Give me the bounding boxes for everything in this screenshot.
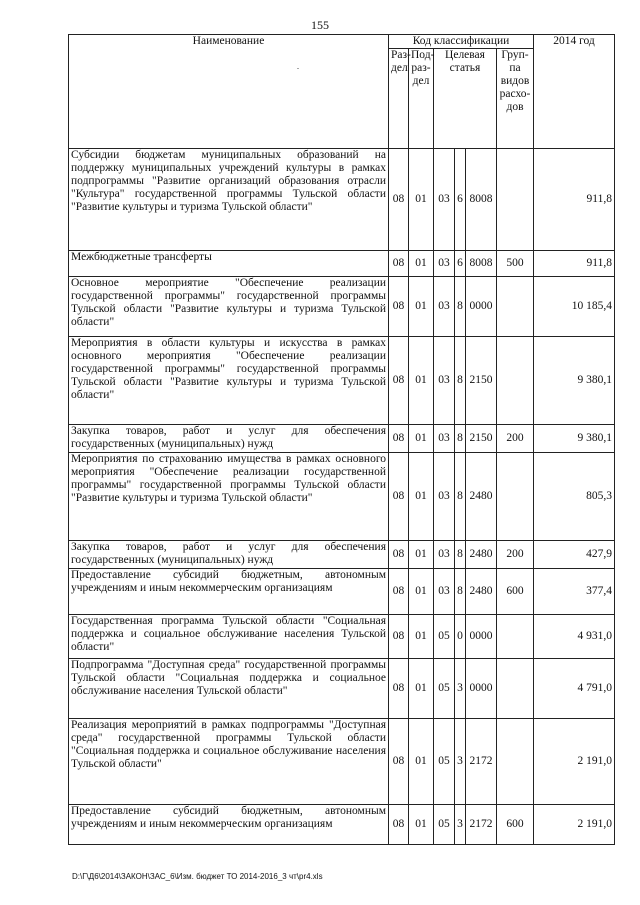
row-name: Закупка товаров, работ и услуг для обеспечения государственных (муниципальных) нужд bbox=[69, 425, 389, 453]
table-row bbox=[69, 453, 615, 541]
row-amount: 2 191,0 bbox=[534, 805, 615, 845]
row-pr: 01 bbox=[409, 277, 434, 337]
row-cs1: 03 bbox=[434, 541, 455, 569]
row-name: Основное мероприятие "Обеспечение реализации государственной программы" государственной программы Тульской области "Развитие культуры и туризма Тульской области" bbox=[69, 277, 389, 337]
budget-table bbox=[68, 34, 615, 845]
row-amount: 2 191,0 bbox=[534, 719, 615, 805]
table-row bbox=[69, 805, 615, 845]
row-pr: 01 bbox=[409, 453, 434, 541]
table-row bbox=[69, 569, 615, 615]
header-classification: Код классификации bbox=[389, 35, 534, 49]
row-amount: 911,8 bbox=[534, 149, 615, 251]
row-rz: 08 bbox=[389, 719, 409, 805]
row-cs1: 03 bbox=[434, 425, 455, 453]
row-rz: 08 bbox=[389, 805, 409, 845]
row-cs3: 0000 bbox=[466, 615, 497, 659]
row-vr: 600 bbox=[497, 805, 534, 845]
row-cs3: 2480 bbox=[466, 569, 497, 615]
header-name: Наименование bbox=[69, 35, 389, 149]
row-pr: 01 bbox=[409, 659, 434, 719]
row-vr: 200 bbox=[497, 541, 534, 569]
row-cs2: 8 bbox=[455, 425, 466, 453]
row-vr: 500 bbox=[497, 251, 534, 277]
file-path-footer: D:\Г\Д6\2014\ЗАКОН\ЗАС_6\Изм. бюджет ТО 2014-2016_3 чт\pr4.xls bbox=[72, 872, 323, 881]
row-name: Мероприятия по страхованию имущества в рамках основного мероприятия "Обеспечение реализации государственной программы" государственной программы Тульской области "Развитие культуры и туризма Тульской области" bbox=[69, 453, 389, 541]
row-amount: 4 791,0 bbox=[534, 659, 615, 719]
row-pr: 01 bbox=[409, 719, 434, 805]
row-rz: 08 bbox=[389, 569, 409, 615]
row-cs2: 6 bbox=[455, 149, 466, 251]
table-row bbox=[69, 719, 615, 805]
row-name: Мероприятия в области культуры и искусства в рамках основного мероприятия "Обеспечение реализации государственной программы" государственной программы Тульской области "Развитие культуры и туризма Тульской области" bbox=[69, 337, 389, 425]
row-amount: 911,8 bbox=[534, 251, 615, 277]
row-pr: 01 bbox=[409, 615, 434, 659]
row-rz: 08 bbox=[389, 425, 409, 453]
row-vr bbox=[497, 659, 534, 719]
table-row bbox=[69, 251, 615, 277]
table-row bbox=[69, 659, 615, 719]
row-name: Межбюджетные трансферты bbox=[69, 251, 389, 277]
row-cs3: 0000 bbox=[466, 277, 497, 337]
row-rz: 08 bbox=[389, 453, 409, 541]
row-rz: 08 bbox=[389, 541, 409, 569]
row-pr: 01 bbox=[409, 569, 434, 615]
row-cs2: 8 bbox=[455, 337, 466, 425]
row-cs1: 05 bbox=[434, 805, 455, 845]
row-vr: 200 bbox=[497, 425, 534, 453]
row-cs1: 03 bbox=[434, 337, 455, 425]
table-row bbox=[69, 149, 615, 251]
header-subsection: Под- раз- дел bbox=[409, 49, 434, 149]
row-pr: 01 bbox=[409, 541, 434, 569]
row-amount: 4 931,0 bbox=[534, 615, 615, 659]
row-cs3: 8008 bbox=[466, 251, 497, 277]
row-vr bbox=[497, 719, 534, 805]
row-name: Закупка товаров, работ и услуг для обеспечения государственных (муниципальных) нужд bbox=[69, 541, 389, 569]
row-rz: 08 bbox=[389, 277, 409, 337]
row-vr bbox=[497, 149, 534, 251]
row-name: Предоставление субсидий бюджетным, автономным учреждениям и иным некоммерческим организациям bbox=[69, 569, 389, 615]
table-row bbox=[69, 337, 615, 425]
row-name: Субсидии бюджетам муниципальных образований на поддержку муниципальных учреждений культуры в рамках подпрограммы "Развитие организаций образования отрасли "Культура" государственной программы Тульской области "Развитие культуры и туризма Тульской области" bbox=[69, 149, 389, 251]
header-year: 2014 год bbox=[534, 35, 615, 149]
row-pr: 01 bbox=[409, 251, 434, 277]
row-cs2: 3 bbox=[455, 719, 466, 805]
row-pr: 01 bbox=[409, 805, 434, 845]
row-cs1: 03 bbox=[434, 569, 455, 615]
row-cs2: 8 bbox=[455, 277, 466, 337]
row-cs3: 2150 bbox=[466, 425, 497, 453]
row-cs2: 0 bbox=[455, 615, 466, 659]
stray-dot: . bbox=[297, 62, 299, 71]
row-amount: 805,3 bbox=[534, 453, 615, 541]
row-vr bbox=[497, 453, 534, 541]
row-cs3: 2172 bbox=[466, 805, 497, 845]
row-rz: 08 bbox=[389, 615, 409, 659]
row-cs1: 03 bbox=[434, 453, 455, 541]
row-cs3: 2480 bbox=[466, 453, 497, 541]
header-target-article: Целевая статья bbox=[434, 49, 497, 149]
row-amount: 377,4 bbox=[534, 569, 615, 615]
table-row bbox=[69, 425, 615, 453]
row-cs3: 2172 bbox=[466, 719, 497, 805]
row-pr: 01 bbox=[409, 337, 434, 425]
row-rz: 08 bbox=[389, 659, 409, 719]
row-amount: 10 185,4 bbox=[534, 277, 615, 337]
row-vr bbox=[497, 615, 534, 659]
row-name: Подпрограмма "Доступная среда" государственной программы Тульской области "Социальная поддержка и социальное обслуживание населения Тульской области" bbox=[69, 659, 389, 719]
row-cs1: 05 bbox=[434, 659, 455, 719]
row-cs1: 05 bbox=[434, 719, 455, 805]
row-amount: 9 380,1 bbox=[534, 425, 615, 453]
row-cs2: 8 bbox=[455, 541, 466, 569]
page-number: 155 bbox=[311, 18, 329, 32]
row-amount: 427,9 bbox=[534, 541, 615, 569]
row-vr bbox=[497, 337, 534, 425]
row-cs1: 03 bbox=[434, 277, 455, 337]
row-cs2: 8 bbox=[455, 569, 466, 615]
row-vr: 600 bbox=[497, 569, 534, 615]
row-cs2: 3 bbox=[455, 805, 466, 845]
row-pr: 01 bbox=[409, 425, 434, 453]
row-cs3: 0000 bbox=[466, 659, 497, 719]
row-name: Предоставление субсидий бюджетным, автономным учреждениям и иным некоммерческим организациям bbox=[69, 805, 389, 845]
row-cs1: 03 bbox=[434, 149, 455, 251]
row-vr bbox=[497, 277, 534, 337]
row-rz: 08 bbox=[389, 251, 409, 277]
row-name: Государственная программа Тульской области "Социальная поддержка и социальное обслуживание населения Тульской области" bbox=[69, 615, 389, 659]
header-section: Раз- дел bbox=[389, 49, 409, 149]
row-cs2: 3 bbox=[455, 659, 466, 719]
row-cs3: 8008 bbox=[466, 149, 497, 251]
row-rz: 08 bbox=[389, 149, 409, 251]
row-cs3: 2480 bbox=[466, 541, 497, 569]
row-amount: 9 380,1 bbox=[534, 337, 615, 425]
row-name: Реализация мероприятий в рамках подпрограммы "Доступная среда" государственной программы Тульской области "Социальная поддержка и социальное обслуживание населения Тульской области" bbox=[69, 719, 389, 805]
row-cs3: 2150 bbox=[466, 337, 497, 425]
row-cs2: 6 bbox=[455, 251, 466, 277]
row-rz: 08 bbox=[389, 337, 409, 425]
row-cs1: 03 bbox=[434, 251, 455, 277]
row-pr: 01 bbox=[409, 149, 434, 251]
table-row bbox=[69, 277, 615, 337]
row-cs2: 8 bbox=[455, 453, 466, 541]
row-cs1: 05 bbox=[434, 615, 455, 659]
table-row bbox=[69, 541, 615, 569]
header-expense-group: Груп- па видов расхо- дов bbox=[497, 49, 534, 149]
table-row bbox=[69, 615, 615, 659]
